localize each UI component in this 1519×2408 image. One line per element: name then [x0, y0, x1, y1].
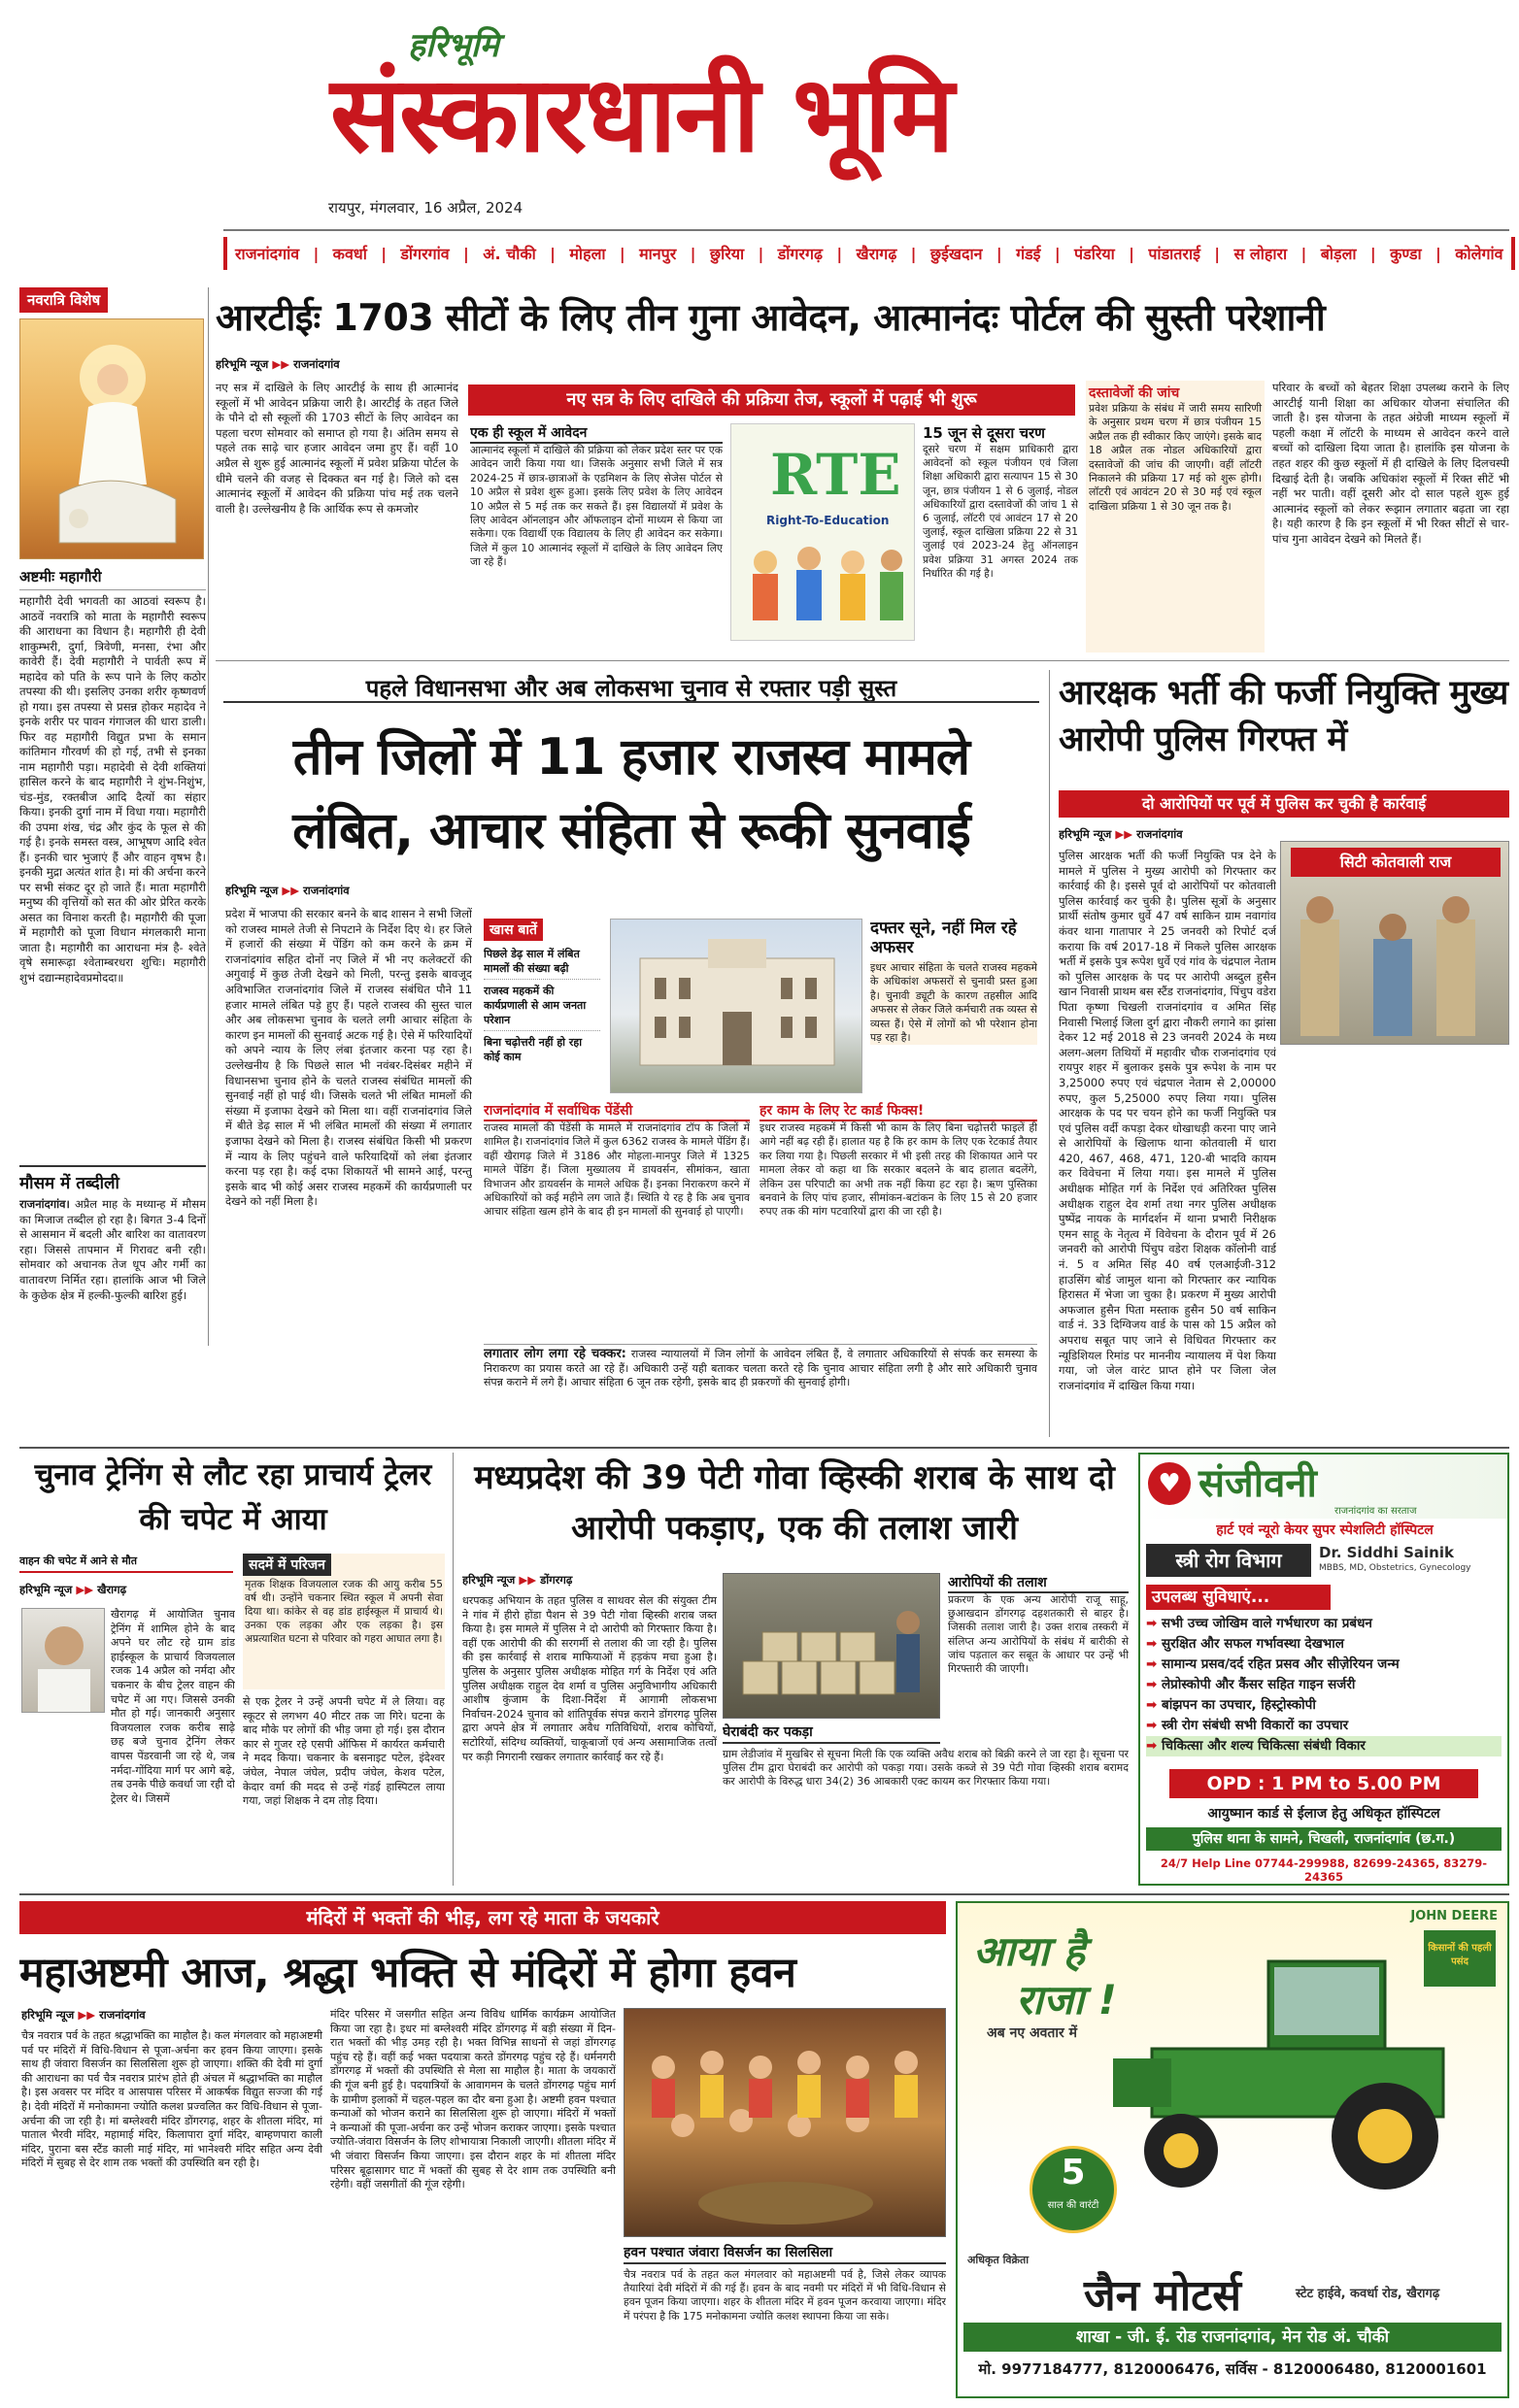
sidebar-body: महागौरी देवी भगवती का आठवां स्वरूप है। आठवें नवरात्रि को माता के महागौरी स्वरूप की आराधना का विधान है। महागौरी ही देवी शाकुम्भरी, दुर्गा, त्रिवेणी, मनसा, रंभा और कावेरी हैं। देवी महागौरी ने पार्वती रूप में महादेव को पति के रूप पाने के लिए कठोर तपस्या की थी। इसलिए उनका शरीर कृष्णवर्ण हो गया। इस तपस्या से प्रसन्न होकर महादेव ने इनके शरीर पर पावन गंगाजल की धारा डाली। फिर वह महागौरी विद्युत प्रभा के समान कांतिमान गौरवर्ण की हो गई, तभी से इनका नाम महागौरी पड़ा। महादेवी से देवी शक्तियां हासिल करने के बाद महागौरी ने शुंभ-निशुंभ, चंड-मुंड, रक्तबीज आदि दैत्यों का संहार किया। इनकी दुर्गा नाम में विधा गया। महागौरी की उपमा शंख, चंद्र और कुंद के फूल से की गई है। इनके समस्त वस्त्र, आभूषण आदि श्वेत हैं। इनकी चार भुजाएं हैं और वाहन वृषभ है। इनकी मुद्रा अत्यंत शांत है। मां की अर्चना करने पर सभी संकट दूर हो जाते हैं। माता महागौरी मनुष्य की वृत्तियों को सत की ओर प्रेरित करके असत का विनाश करती है। महागौरी की पूजा में महागौरी को पूजा विधान मंगलकारी माना जाता है। महागौरी का आराधना मंत्र है- श्वेते वृषे समारूढ़ा श्वेताम्बरधरा शुचिः। महागौरी शुभं दद्यान्महादेवप्रमोददा॥ — [19, 594, 206, 985]
police-photo — [1280, 841, 1509, 1045]
rte-right-col: परिवार के बच्चों को बेहतर शिक्षा उपलब्ध कराने के लिए आरटीई यानी शिक्षा का अधिकार योजना संचालित की जाती है। इस योजना के तहत अंग्रेजी माध्यम स्कूलों में पहली कक्षा में लॉटरी के माध्यम से आवेदन करने वाले बच्चों को दाखिला दिया जाता है। हालांकि इस योजना के तहत शहर की कुछ स्कूलों में ही दाखिले के लिए दिलचस्पी दिखाई देती है। जबकि अधिकांश स्कूलों में रिक्त सीटें भी नहीं भर पाती। वहीं दूसरी ओर दो साल पहले शुरू हुई आत्मानंद स्कूलों को लेकर रूझान लगातार बढ़ता जा रहा है। यही कारण है कि इन स्कूलों में भी रिक्त सीटों से चार-पांच गुना आवेदन देखने को मिलते हैं। — [1272, 381, 1509, 546]
temple-byline: हरिभूमि न्यूज ▶▶ राजनांदगांव — [21, 2008, 146, 2022]
rte-sub1 — [470, 423, 723, 649]
warranty-text: साल की वारंटी — [1047, 2200, 1099, 2211]
town: डोंगरगढ़ — [777, 245, 823, 263]
police-banner: दो आरोपियों पर पूर्व में पुलिस कर चुकी है कार्रवाई — [1059, 790, 1509, 818]
section-label: नवरात्रि विशेष — [19, 287, 108, 313]
ad-degree: MBBS, MD, Obstetrics, Gynecology — [1319, 1563, 1471, 1573]
sub-body: राजस्व मामलों की पेंडेंसी के मामले में राजनांदगांव टॉप के जिलों में शामिल है। राजनांदगांव जिले में कुल 6362 राजस्व के मामले पेंडिंग हैं। वहीं खैरागढ़ जिले में 3186 और मोहला-मानपुर जिले में 1325 मामले पेंडिंग हैं। जिला मुख्यालय में डायवर्सन, सीमांकन, खाता विभाजन और डायवर्सन के मामले अधिक हैं। इनका निराकरण करने में अधिकारियों को कई महीने लग जाते हैं। स्थिति ये रह है कि अब चुनाव आचार संहिता खत्म होने के बाद ही इन मामलों की सुनवाई हो पाएगी। — [484, 1121, 750, 1219]
teacher-body: खैरागढ़ में आयोजित चुनाव ट्रेनिंग में शामिल होने के बाद अपने घर लौट रहे ग्राम डांड हाईस्कूल के प्राचार्य विजयलाल रजक 14 अप्रैल को नर्मदा और चकनार के बीच ट्रेलर वाहन की चपेट में आ गए। जिससे उनकी मौत हो गई। जानकारी अनुसार विजयलाल रजक करीब साढ़े छह बजे चुनाव ट्रेनिंग लेकर वापस पेंडरवानी जा रहे थे, जब नर्मदा-गोंदिया मार्ग पर आगे बढ़े, तब उनके पीछे कवर्धा जा रही दो ट्रेलर थे। जिसमें — [111, 1608, 235, 1805]
liquor-byline: हरिभूमि न्यूज ▶▶ डोंगरगढ़ — [462, 1573, 573, 1587]
teacher-headline: चुनाव ट्रेनिंग से लौट रहा प्राचार्य ट्रेलर की चपेट में आया — [34, 1457, 432, 1537]
temple-photo — [624, 2008, 946, 2237]
weather-body: अप्रैल माह के मध्यान्ह में मौसम का मिजाज तब्दील हो रहा है। बिगत 3-4 दिनों से आसमान में बदली और बारिश का वातावरण रहा। जिससे तापमान में गिरावट बनी रही। सोमवार को अचानक तेज धूप और गर्मी का वातावरण निर्मित रहा। हालांकि आज भी जिले के कुछेक क्षेत्र में हल्की-फुल्की बारिश हुई। — [19, 1197, 206, 1302]
revenue-sub1 — [484, 1101, 750, 1332]
station-sign: सिटी कोतवाली राज — [1291, 848, 1501, 877]
teacher-photo — [21, 1608, 105, 1713]
byline-source: हरिभूमि न्यूज — [19, 1583, 73, 1596]
rte-headline: आरटीईः 1703 सीटों के लिए तीन गुना आवेदन, आत्मानंदः पोर्टल की सुस्ती परेशानी — [216, 296, 1326, 339]
temple-photo-text: चैत्र नवरात्र पर्व के तहत कल मंगलवार को महाअष्टमी पर्व है, जिसे लेकर व्यापक तैयारियां देवी मंदिरों में की गई हैं। हवन के बाद नवमी पर मंदिरों में भी विधि-विधान से हवन पूजन किया जाएगा। शहर के शीतला मंदिर में हवन पूजन करवाया जाएगा। मंदिर में परंपरा है कि 175 मनोकामना ज्योति कलश स्थापना किया जा सके। — [624, 2268, 946, 2323]
ad-tag3: अब नए अवतार में — [987, 2025, 1078, 2041]
byline-place: राजनांदगांव — [1136, 827, 1183, 841]
dateline: रायपुर, मंगलवार, 16 अप्रैल, 2024 — [328, 199, 523, 217]
town: कुण्डा — [1390, 245, 1422, 263]
dealer-name: जैन मोटर्स — [1084, 2271, 1242, 2321]
ad-opd: OPD : 1 PM to 5.00 PM — [1169, 1769, 1478, 1798]
ad-tag1: आया है — [973, 1927, 1086, 1975]
khas-item: बिना चढ़ोत्तरी नहीं हो रहा कोई काम — [484, 1036, 583, 1063]
town: स लोहारा — [1233, 245, 1288, 263]
dealer-branch: शाखा - जी. ई. रोड राजनांदगांव, मेन रोड अं. चौकी — [963, 2323, 1502, 2352]
town: गंडई — [1016, 245, 1041, 263]
side-body: प्रकरण के एक अन्य आरोपी राजू साहू, छुआखदान डोंगरगढ़ दहशतकारी से बाहर है। जिसकी तलाश जारी है। उक्त शराब तस्करी में संलिप्त अन्य आरोपियों के संबंध में बारीकी से जांच पड़ताल कर सबूत के आधार पर उन्हें भी गिरफ्तारी की जाएगी। — [948, 1593, 1129, 1676]
rte-body: नए सत्र में दाखिले के लिए आरटीई के साथ ही आत्मानंद स्कूलों में भी आवेदन प्रक्रिया जारी है। आरटीई के तहत जिले के पौने दो सौ स्कूलों की 1703 सीटों के लिए आवेदन का पहला चरण सोमवार को समाप्त हो गया है। अंतिम समय से पहले तक साढ़े चार हजार आवेदन जमा हुए हैं। वहीं 10 अप्रैल से शुरू हुई आत्मानंद स्कूलों में प्रवेश प्रक्रिया पोर्टल के धीमे चलने की वजह से दिक्कत बन गई है। जिले को दस आत्मानंद स्कूलों में आवेदन की प्रक्रिया पांच मई तक चलने वाली है। उल्लेखनीय है कि आर्थिक रूप से कमजोर — [216, 381, 458, 516]
sub-body: इधर राजस्व महकमें में किसी भी काम के लिए बिना चढ़ोत्तरी फाइलें ही आगे नहीं बढ़ रही हैं। हालात यह है कि हर काम के लिए एक रेटकार्ड तैयार कर लिया गया है। पिछली सरकार में भी इसी तरह की शिकायत आने पर मामला लेकर वो कहा था कि सरकार बदलने के बाद हालात बदलेंगे, लेकिन उस परिपाटी का अभी तक नहीं किया हट रहा है। ऋण पुस्तिका बनवाने के लिए पांच हजार, सीमांकन-बटांकन के लिए 15 से 20 हजार रुपए तक की मांग पटवारियों द्वारा की जा रही है। — [760, 1121, 1037, 1219]
khas-item: राजस्व महकमें की कार्यप्रणाली से आम जनता परेशान — [484, 984, 600, 1031]
town: छुईखदान — [929, 245, 983, 263]
teacher-body-2: से एक ट्रेलर ने उन्हें अपनी चपेट में ले लिया। वह स्कूटर से लगभग 40 मीटर तक जा गिरे। घटना के बाद मौके पर लोगों की भीड़ जमा हो गई। इस दौरान कार से गुजर रहे एसपी ऑफिस में कार्यरत कर्मचारी ने मदद किया। चकनार के बसनाइट पटेल, इंदेश्वर जंघेल, नेपाल जंघेल, प्रदीप जंघेल, केशव पटेल, केदार वर्मा की मदद से उन्हें गंडई हास्पिटल लाया गया, जहां शिक्षक ने दम तोड़ दिया। — [243, 1695, 445, 1808]
ad-sub: हार्ट एवं न्यूरो केयर सुपर स्पेशलिटी हॉस्पिटल — [1216, 1522, 1434, 1538]
police-body: पुलिस आरक्षक भर्ती की फर्जी नियुक्ति पत्र देने के मामले में पुलिस ने मुख्य आरोपी को गिरफ्तार कर कार्रवाई की है। इससे पूर्व दो आरोपियों पर कोतवाली पुलिस कार्रवाई कर चुकी है। पुलिस सूत्रों के अनुसार प्रार्थी संतोष कुमार धुर्वे 47 वर्ष साकिन ग्राम नवागांव कंवर थाना गातापार ने 25 जनवरी को रिपोर्ट दर्ज कराया कि वर्ष 2017-18 में निकले पुलिस आरक्षक भर्ती में इसके पुत्र रूपेश धुर्वे एवं गांव के चंद्रपाल नेताम को पुलिस आरक्षक के पद पर आरोपी अब्दुल हुसैन खान निवासी प्राथम बस स्टैंड राजनांदगांव, पिंचुप वडेरा पिता कृष्णा चिखली राजनांदगांव व अमित सिंह निवासी भिलाई जिला दुर्ग द्वारा नौकरी लगाने का झांसा देकर 12 मई 2018 से 23 जनवरी 2024 के मध्य अलग-अलग तिथियों में महावीर चौक राजनांदगांव एवं रायपुर शहर में बुलाकर इसके पुत्र रूपेश के नाम पर 3,25000 रुपए एवं चंद्रपाल नेताम से 2,00000 रुपए, कुल 5,25000 रुपए लिया गया। पुलिस आरक्षक के पद पर चयन होने का फर्जी नियुक्ति पत्र एवं पुलिस वर्दी कपड़ा देकर धोखाधड़ी करना पाए जाने से आरोपियों के खिलाफ थाना कोतवाली में धारा 420, 467, 468, 471, 120-बी भादवि कायम कर विवेचना में लिया गया। इस मामले में पुलिस अधीक्षक मोहित गर्ग के निर्देश एवं अतिरिक्त पुलिस अधीक्षक राहुल देव शर्मा तथा नगर पुलिस अधीक्षक पुष्पेंद्र नायक के मार्गदर्शन में थाना प्रभारी निरीक्षक एमन साहू के नेतृत्व में विवेचना के दौरान पूर्व में 26 जनवरी को आरोपी पिंचुप वडेरा शिक्षक कॉलोनी वार्ड नं. 5 व अमित सिंह 40 वर्ष एलआईजी-312 हाउसिंग बोर्ड जामुल थाना को गिरफ्तार कर न्यायिक हिरासत में भेजा जा चुका है। प्रकरण में मुख्य आरोपी अफजाल हुसैन पिता मस्ताक हुसैन 50 वर्ष साकिन वार्ड नं. 33 दिग्विजय वार्ड के पास को 15 अप्रैल को अपराध सबूत पाए जाने से विधिवत गिरफ्तार कर न्यूडिशियल रिमांड पर माननीय न्यायालय में पेश किया गया, जो जेल वारंट प्राप्त होने पर जिला जेल राजनांदगांव में दाखिल किया गया। — [1059, 849, 1276, 1392]
byline-source: हरिभूमि न्यूज — [21, 2008, 75, 2022]
town: कवर्धा — [332, 245, 367, 263]
sub-body: आत्मानंद स्कूलों में दाखिले की प्रक्रिया को लेकर प्रदेश स्तर पर एक आवेदन जारी किया गया था। जिसके अनुसार सभी जिले में सत्र 2024-25 में छात्र-छात्राओं के एडमिशन के लिए सेजेस पोर्टल से 10 अप्रैल से प्रवेश शुरू हुआ। इसके लिए प्रवेश के लिए आवेदन 10 अप्रैल से 5 मई तक कर सकते हैं। इस विद्यालयों में प्रवेश के लिए आवेदन ऑनलाइन और ऑफलाइन दोनों माध्यम से किया जा सकेगा। एक विद्यार्थी एक विद्यालय के लिए ही आवेदन कर सकेगा। जिले में कुल 10 आत्मानंद स्कूलों में दाखिले के लिए आवेदन लिए जा रहे हैं। — [470, 444, 723, 569]
sanjivani-ad[interactable] — [1138, 1453, 1509, 1886]
khas-head: खास बातें — [484, 919, 543, 941]
temple-photo-head: हवन पश्चात जंवारा विसर्जन का सिलसिला — [624, 2243, 946, 2264]
temple-banner: मंदिरों में भक्तों की भीड़, लग रहे माता के जयकारे — [19, 1901, 946, 1934]
facility-item: ➡ सुरक्षित और सफल गर्भावस्था देखभाल — [1146, 1636, 1344, 1652]
byline-source: हरिभूमि न्यूज — [1059, 827, 1112, 841]
sub-head: एक ही स्कूल में आवेदन — [470, 423, 723, 444]
weather-head: मौसम में तब्दीली — [19, 1165, 206, 1197]
rte-logo-text: RTE — [770, 442, 901, 508]
facility-item: ➡ बांझपन का उपचार, हिस्ट्रोस्कोपी — [1146, 1697, 1316, 1713]
byline-place: राजनांदगांव — [293, 357, 340, 371]
town-strip: राजनांदगांव | कवर्धा | डोंगरगांव | अं. चौकी | मोहला | मानपुर | छुरिया | डोंगरगढ़ | खैरागढ़ | छुईखदान | गंडई | पंडरिया | पांडातराई | स लोहारा | बोड़ला | कुण्डा | कोलेगांव — [223, 237, 1515, 270]
rte-logo — [730, 423, 915, 641]
sub-head: दस्तावेजों की जांच — [1089, 385, 1180, 401]
facility-item: ➡ चिकित्सा और शल्य चिकित्सा संबंधी विकार — [1146, 1736, 1502, 1756]
teacher-byline: हरिभूमि न्यूज ▶▶ खैरागढ़ — [19, 1583, 127, 1596]
liquor-photo — [723, 1573, 940, 1719]
box-head: सदमें में परिजन — [243, 1554, 331, 1576]
town: मोहला — [569, 245, 606, 263]
warranty-badge — [1030, 2146, 1117, 2233]
rte-sub3 — [1086, 381, 1265, 652]
weather-story — [19, 1165, 206, 1379]
temple-body-2: मंदिर परिसर में जसगीत सहित अन्य विविध धार्मिक कार्यक्रम आयोजित किया जा रहा है। इधर मां बम्लेश्वरी मंदिर डोंगरगढ़ में बड़ी संख्या में दिन-रात भक्तों की भीड़ उमड़ रही है। भक्त विभिन्न साधनों से जहां डोंगरगढ़ पहुंच रहे हैं। वहीं कई भक्त पदयात्रा करते डोंगरगढ़ पहुंच रहे हैं। धर्मनगरी डोंगरगढ़ में भक्तों की उपस्थिति से मेला सा माहौल है। माता के जयकारों की गूंज बनी हुई है। पदयात्रियों के आवागमन के चलते डोंगरगढ़ पहुंच मार्ग के ग्रामीण इलाकों में चहल-पहल का दौर बना हुआ है। अष्टमी हवन पश्चात कन्याओं को भोजन कराने का सिलसिला शुरू हो जाएगा। मंदिरों में भक्तों ने कन्याओं की पूजा-अर्चना कर उन्हें भोजन कराकर जाएगा। इसके पश्चात ज्योति-जंवारा विसर्जन के लिए शोभायात्रा निकाली जाएगी। शीतला मंदिर में भी जंवारा विसर्जन किया जाएगा। इस दौरान शहर के मां शीतला मंदिर परिसर बूढ़ासागर घाट में भक्तों की सुबह से देर शाम तक उपस्थिति बनी रहेगी। वहीं जसगीतों की गूंज रहेगी। — [330, 2008, 616, 2191]
collectorate-photo — [610, 919, 862, 1093]
town: कोलेगांव — [1455, 245, 1503, 263]
town: छुरिया — [709, 245, 745, 263]
office-body: इधर आचार संहिता के चलते राजस्व महकमे के अधिकांश अफसरों से चुनावी प्रस्त हुआ है। चुनावी ड्यूटी के कारण तहसील आदि अफसर से लेकर जिले कर्मचारी तक व्यस्त से व्यस्त हैं। ऐसे में लोगों को भी परेशान होना पड़ रहा है। — [870, 961, 1037, 1045]
tractor-ad[interactable] — [956, 1901, 1509, 2398]
town: खैरागढ़ — [856, 245, 897, 263]
facility-item: ➡ लेप्रोस्कोपी और कैंसर सहित गाइन सर्जरी — [1146, 1677, 1356, 1692]
town: मानपुर — [639, 245, 677, 263]
side-head: आरोपियों की तलाश — [948, 1573, 1129, 1593]
ad-brand: JOHN DEERE — [1410, 1909, 1498, 1923]
rte-sub2 — [923, 423, 1078, 649]
ad-card: आयुष्मान कार्ड से ईलाज हेतु अधिकृत हॉस्पिटल — [1207, 1806, 1440, 1822]
ad-badge: किसानों की पहली पसंद — [1424, 1930, 1496, 1987]
temple-body-1: चैत्र नवरात्र पर्व के तहत श्रद्धाभक्ति का माहौल है। कल मंगलवार को महाअष्टमी पर्व पर मंदिरों में विधि-विधान से पूजा-अर्चना कर हवन किया जाएगा। इसके साथ ही जंवारा विसर्जन का सिलसिला शुरू हो जाएगा। शक्ति की देवी मां दुर्गा की आराधना का पर्व चैत्र नवरात्र प्रारंभ होते ही अंचल में श्रद्धाभक्ति का माहौल है। इस अवसर पर मंदिर व आसपास परिसर में आकर्षक विद्युत सज्जा की गई है। देवी मंदिरों में मनोकामना ज्योति कलश प्रज्वलित कर विधि-विधान से पूजा-अर्चना की जा रही है। मां बम्लेश्वरी मंदिर डोंगरगढ़, शहर के शीतला मंदिर, मां पाताल भैरवी मंदिर, महामाई मंदिर, किलापारा दुर्गा मंदिर, बाम्हणपारा काली मंदिर, पुराना बस स्टैंड काली माई मंदिर, मां भानेश्वरी मंदिर सहित अन्य देवी मंदिरों में सुबह से देर शाम तक भक्तों की उपस्थिति बन रही है। — [21, 2029, 322, 2170]
ad-tag: राजनांदगांव का सरताज — [1334, 1506, 1417, 1517]
sub-body: दूसरे चरण में सक्षम प्राधिकारी द्वारा आवेदनों को स्कूल पंजीयन एवं जिला शिक्षा अधिकारी द्वारा सत्यापन 15 से 30 जून, छात्र पंजीयन 1 से 6 जुलाई, नोडल अधिकारियों द्वारा दस्तावेजों की जांच 1 से 6 जुलाई, लॉटरी एवं आवंटन 17 से 20 जुलाई, स्कूल दाखिला प्रक्रिया 22 से 31 जुलाई एवं 2023-24 हेतु ऑनलाइन प्रवेश प्रक्रिया 31 अगस्त 2024 तक निर्धारित की गई है। — [923, 444, 1078, 580]
office-head: दफ्तर सूने, नहीं मिल रहे अफसर — [870, 919, 1017, 957]
byline-place: खैरागढ़ — [97, 1583, 127, 1596]
ad-address: पुलिस थाना के सामने, चिखली, राजनांदगांव (छ.ग.) — [1146, 1827, 1502, 1851]
temple-headline: महाअष्टमी आज, श्रद्धा भक्ति से मंदिरों में होगा हवन — [19, 1949, 796, 1997]
office-box — [870, 919, 1037, 1093]
byline-source: हरिभूमि न्यूज — [225, 884, 279, 897]
liquor-bottom: ग्राम लेडीजांव में मुखबिर से सूचना मिली कि एक व्यक्ति अवैध शराब को बिक्री करने ले जा रहा है। सूचना पर पुलिस टीम द्वारा घेराबंदी कर आरोपी को पकड़ा गया। उसके कब्जे से 39 पेटी गोवा व्हिस्की शराब बरामद कर आरोपी के विरुद्ध धारा 34(2) 36 आबकारी एक्ट कायम कर गिरफ्तार किया गया। — [723, 1748, 1129, 1789]
brand-small: हरिभूमि — [408, 26, 499, 65]
tractor-illustration — [1094, 1942, 1502, 2194]
goddess-illustration — [19, 318, 204, 559]
town: पांडातराई — [1148, 245, 1200, 263]
sub-body: प्रवेश प्रक्रिया के संबंध में जारी समय सारिणी के अनुसार प्रथम चरण में छात्र पंजीयन 15 अप्रैल तक ही स्वीकार किए जाएंगे। इसके बाद 18 अप्रैल तक नोडल अधिकारियों द्वारा दस्तावेजों की जांच की जाएगी। वहीं लॉटरी निकालने की प्रक्रिया 17 मई को शुरू होगी। लॉटरी एवं आवंटन 20 से 30 मई एवं स्कूल दाखिला प्रक्रिया 1 से 30 जून तक है। — [1089, 402, 1262, 513]
liquor-side — [948, 1573, 1129, 1744]
police-headline: आरक्षक भर्ती की फर्जी नियुक्ति मुख्य आरोपी पुलिस गिरफ्त में — [1059, 674, 1508, 759]
town: बोड़ला — [1320, 245, 1357, 263]
ad-helpline: 24/7 Help Line 07744-299988, 82699-24365, 83279-24365 — [1160, 1856, 1488, 1884]
dealer-phones: मो. 9977184777, 8120006476, सर्विस - 8120006480, 8120001601 — [978, 2360, 1487, 2378]
liquor-headline: मध्यप्रदेश की 39 पेटी गोवा व्हिस्की शराब के साथ दो आरोपी पकड़ाए, एक की तलाश जारी — [474, 1458, 1115, 1548]
sub-head: राजनांदगांव में सर्वाधिक पेंडेंसी — [484, 1101, 750, 1121]
town: राजनांदगांव — [235, 245, 300, 263]
sub-head: हर काम के लिए रेट कार्ड फिक्स! — [760, 1101, 1037, 1121]
revenue-headline-1: तीन जिलों में 11 हजार राजस्व मामले — [292, 728, 970, 786]
khas-box — [484, 919, 600, 1084]
liquor-bottom-head: घेराबंदी कर पकड़ा — [723, 1722, 940, 1744]
rte-banner: नए सत्र के लिए दाखिले की प्रक्रिया तेज, स्कूलों में पढ़ाई भी शुरू — [468, 385, 1075, 416]
warranty-years: 5 — [1061, 2153, 1086, 2192]
ad-name: संजीवनी — [1198, 1461, 1317, 1506]
revenue-byline: हरिभूमि न्यूज ▶▶ राजनांदगांव — [225, 884, 350, 897]
revenue-body: प्रदेश में भाजपा की सरकार बनने के बाद शासन ने सभी जिलों को राजस्व मामले तेजी से निपटाने के निर्देश दिए थे। हर जिले में हजारों की संख्या में पेंडिंग को कम करने के क्रम में राजनांदगांव सहित दोनों नए जिले में भी नए कलेक्टरों की अगुवाई में कुछ तेजी देखने को मिली, परन्तु इसके बावजूद अविभाजित राजनांदगांव जिले में राजस्व संबंधित पौने 11 हजार मामले लंबित पड़े हुए हैं। पहले राजस्व की सुस्त चाल और अब लोकसभा चुनाव के चलते लगी आचार संहिता के कारण इन मामलों की सुनवाई अटक गई है। ऐसे में फरियादियों को अपने न्याय के लिए लंबा इंतजार करना पड़ रहा है। उल्लेखनीय है कि पिछले साल भी नवंबर-दिसंबर महीने में विधानसभा चुनाव होने के चलते राजस्व संबंधित मामलों की सुनवाई नहीं हो पाई थी। जिसके चलते भी लंबित मामलों की संख्या में इजाफा देखने को मिला था। वहीं राजनांदगांव जिले में बीते डेढ़ साल में भी लंबित मामलों की संख्या में लगातार इजाफा देखने को मिला है। राजस्व संबंधित किसी भी प्रकरण में न्याय के लिए पहुंचने वाले फरियादियों को लंबा इंतजार करना पड़ रहा है। कई दफा शिकायतें भी सामने आई, परन्तु इसके बाद भी कोई असर राजस्व महकमें की कार्यप्रणाली पर देखने को नहीं मिला है। — [225, 907, 472, 1209]
sub-head: 15 जून से दूसरा चरण — [923, 424, 1045, 442]
bottom-body: राजस्व न्यायालयों में जिन लोगों के आवेदन लंबित हैं, वे लगातार अधिकारियों से संपर्क कर समस्या के निराकरण का प्रयास करते आ रहे हैं। अधिकारी उन्हें यही बताकर चलता करते रहे कि चुनाव आचार संहिता लगी है और सारे अधिकारी चुनाव संपन्न कराने में लगे हैं। आचार संहिता 6 जून तक रहेगी, इसके बाद ही प्रकरणों की सुनवाई होगी। — [484, 1348, 1037, 1388]
revenue-kicker: पहले विधानसभा और अब लोकसभा चुनाव से रफ्तार पड़ी सुस्त — [223, 672, 1039, 703]
khas-item: पिछले डेढ़ साल में लंबित मामलों की संख्या बढ़ी — [484, 947, 600, 980]
revenue-bottom — [484, 1344, 1037, 1427]
byline-source: हरिभूमि न्यूज — [462, 1573, 516, 1587]
ad-doctor: Dr. Siddhi Sainik — [1319, 1544, 1454, 1561]
town: अं. चौकी — [483, 245, 536, 263]
teacher-caption: वाहन की चपेट में आने से मौत — [19, 1554, 233, 1573]
ad-fac-head: उपलब्ध सुविधाएं... — [1146, 1585, 1331, 1610]
facility-item: ➡ सामान्य प्रसव/दर्द रहित प्रसव और सीज़ेरियन जन्म — [1146, 1656, 1400, 1672]
dealer-address: स्टेट हाईवे, कवर्धा रोड, खैरागढ़ — [1296, 2287, 1440, 2301]
facility-item: ➡ स्त्री रोग संबंधी सभी विकारों का उपचार — [1146, 1718, 1349, 1733]
liquor-body: धरपकड़ अभियान के तहत पुलिस व साथवर सेल की संयुक्त टीम ने गांव में हीरो होंडा पैशन से 39 पेटी गोवा व्हिस्की शराब जब्त किया है। इस मामले में पुलिस ने दो आरोपी को गिरफ्तार किया है। वहीं एक आरोपी की की सरगर्मी से तलाश की जा रही है। पुलिस की इस कार्रवाई से शराब माफियाओं में हड़कंप मचा हुआ है। पुलिस के अनुसार पुलिस अधीक्षक मोहित गर्ग के निर्देश एवं अति पुलिस अधीक्षक राहुल देव शर्मा व पुलिस अनुविभागीय अधिकारी आशीष कुंजाम के दिशा-निर्देश में आगामी लोकसभा निर्वाचन-2024 चुनाव को शांतिपूर्वक संपन्न कराने डोंगरगढ़ पुलिस द्वारा अपने क्षेत्र में लगातार अवैध गतिविधियों, शराब कोचियों, सटोरियों, संदिग्ध व्यक्तियों, चाकूबाजों एवं अन्य असामाजिक तत्वों पर कड़ी निगरानी रखकर लगातार कार्रवाई कर रहे हैं। — [462, 1594, 717, 1763]
town: डोंगरगांव — [400, 245, 450, 263]
byline-place: डोंगरगढ़ — [540, 1573, 573, 1587]
children-illustration — [731, 533, 915, 640]
teacher-box — [243, 1554, 445, 1689]
byline-place: राजनांदगांव — [99, 2008, 146, 2022]
masthead-title: संस्कारधानी भूमि — [330, 54, 953, 176]
rte-byline: हरिभूमि न्यूज ▶▶ राजनांदगांव — [216, 357, 340, 371]
box-body: मृतक शिक्षक विजयलाल रजक की आयु करीब 55 वर्ष थी। उन्होंने चकनार स्थित स्कूल में अपनी सेवा दिया था। कांकेर से वह डांड हाईस्कूल में प्राचार्य थे। उनका एक लड़का और एक लड़का है। इस अप्रत्याशित घटना से परिवार को गहरा आघात लगा है। — [245, 1579, 443, 1645]
bottom-head: लगातार लोग लगा रहे चक्कर: — [484, 1347, 626, 1361]
byline-source: हरिभूमि न्यूज — [216, 357, 269, 371]
sidebar-title: अष्टमीः महागौरी — [19, 567, 206, 590]
rte-logo-sub: Right-To-Education — [766, 514, 890, 527]
dealer-label: अधिकृत विक्रेता — [967, 2254, 1030, 2266]
facility-item: ➡ सभी उच्च जोखिम वाले गर्भधारण का प्रबंधन — [1146, 1616, 1372, 1631]
revenue-sub2 — [760, 1101, 1037, 1332]
revenue-headline-2: लंबित, आचार संहिता से रूकी सुनवाई — [292, 802, 970, 860]
police-byline: हरिभूमि न्यूज ▶▶ राजनांदगांव — [1059, 827, 1183, 841]
weather-place: राजनांदगांव। — [19, 1197, 70, 1211]
heart-logo-icon: ♥ — [1148, 1462, 1191, 1505]
town: पंडरिया — [1074, 245, 1115, 263]
ad-tag2: राजा ! — [1016, 1976, 1117, 2023]
byline-place: राजनांदगांव — [303, 884, 350, 897]
ad-dept: स्त्री रोग विभाग — [1146, 1544, 1311, 1577]
masthead — [0, 0, 1519, 233]
